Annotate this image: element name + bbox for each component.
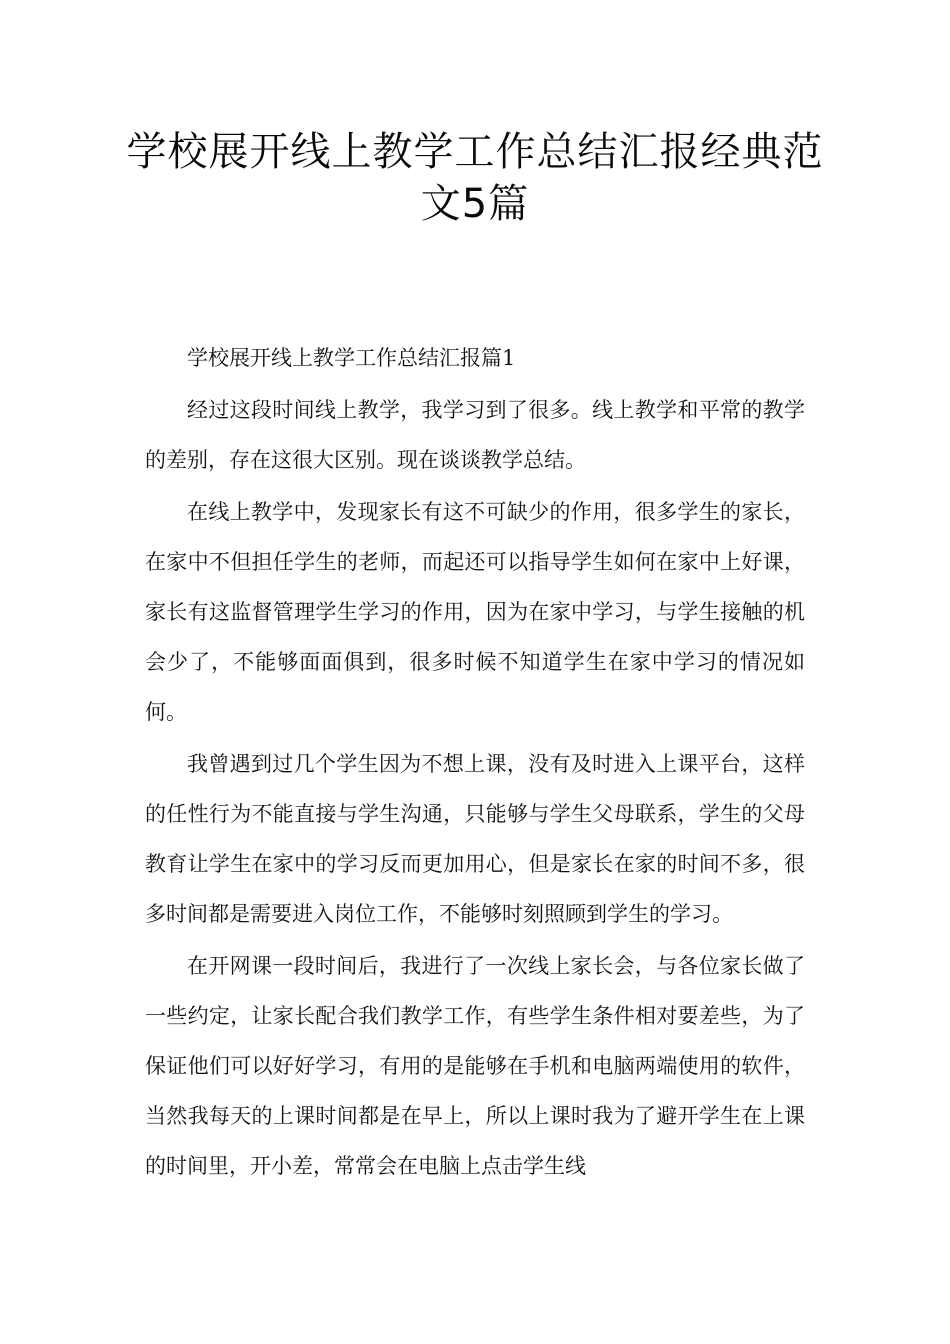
document-title: 学校展开线上教学工作总结汇报经典范文5篇	[126, 129, 824, 227]
paragraph-4: 在开网课一段时间后，我进行了一次线上家长会，与各位家长做了一些约定，让家长配合我们教学工作，有些学生条件相对要差些，为了保证他们可以好好学习，有用的是能够在手机和电脑两端使用的软件，当然我每天的上课时间都是在早上，所以上课时我为了避开学生在上课的时间里，开小差，常常会在电脑上点击学生线	[145, 954, 805, 1178]
section-heading: 学校展开线上教学工作总结汇报篇1	[187, 346, 516, 370]
document-body	[145, 333, 805, 1193]
paragraph-1: 经过这段时间线上教学，我学习到了很多。线上教学和平常的教学的差别，存在这很大区别。现在谈谈教学总结。	[145, 398, 805, 472]
paragraph-2: 在线上教学中，发现家长有这不可缺少的作用，很多学生的家长，在家中不但担任学生的老师，而起还可以指导学生如何在家中上好课，家长有这监督管理学生学习的作用，因为在家中学习，与学生接触的机会少了，不能够面面俱到，很多时候不知道学生在家中学习的情况如何。	[145, 500, 805, 724]
paragraph-3: 我曾遇到过几个学生因为不想上课，没有及时进入上课平台，这样的任性行为不能直接与学生沟通，只能够与学生父母联系，学生的父母教育让学生在家中的学习反而更加用心，但是家长在家的时间不多，很多时间都是需要进入岗位工作，不能够时刻照顾到学生的学习。	[145, 752, 805, 926]
